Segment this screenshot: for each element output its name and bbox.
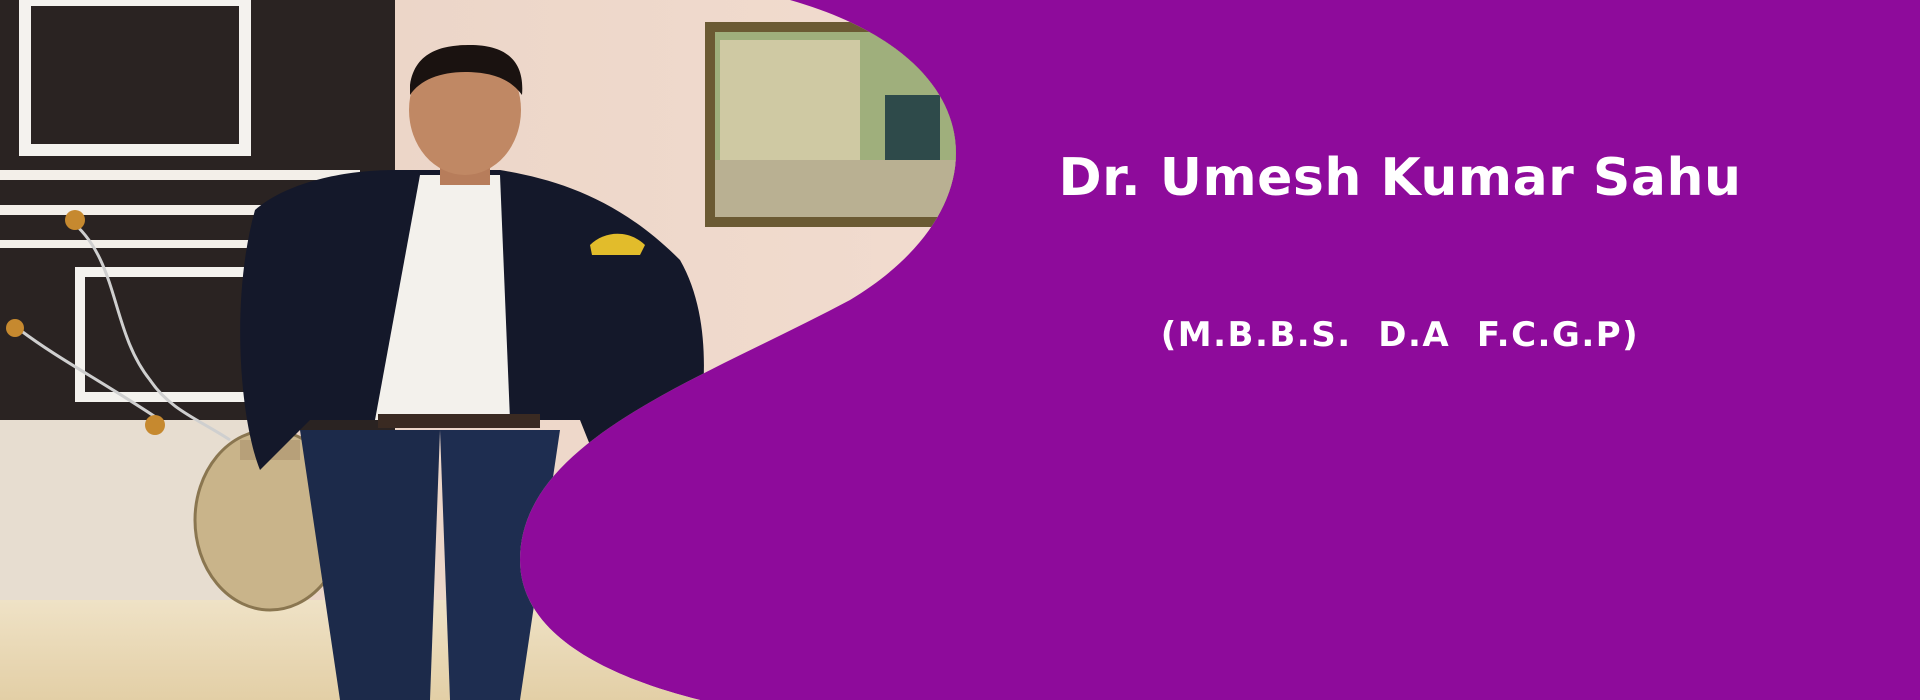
doctor-name: Dr. Umesh Kumar Sahu <box>1058 148 1742 208</box>
doctor-qualifications: (M.B.B.S. D.A F.C.G.P) <box>1160 315 1640 355</box>
